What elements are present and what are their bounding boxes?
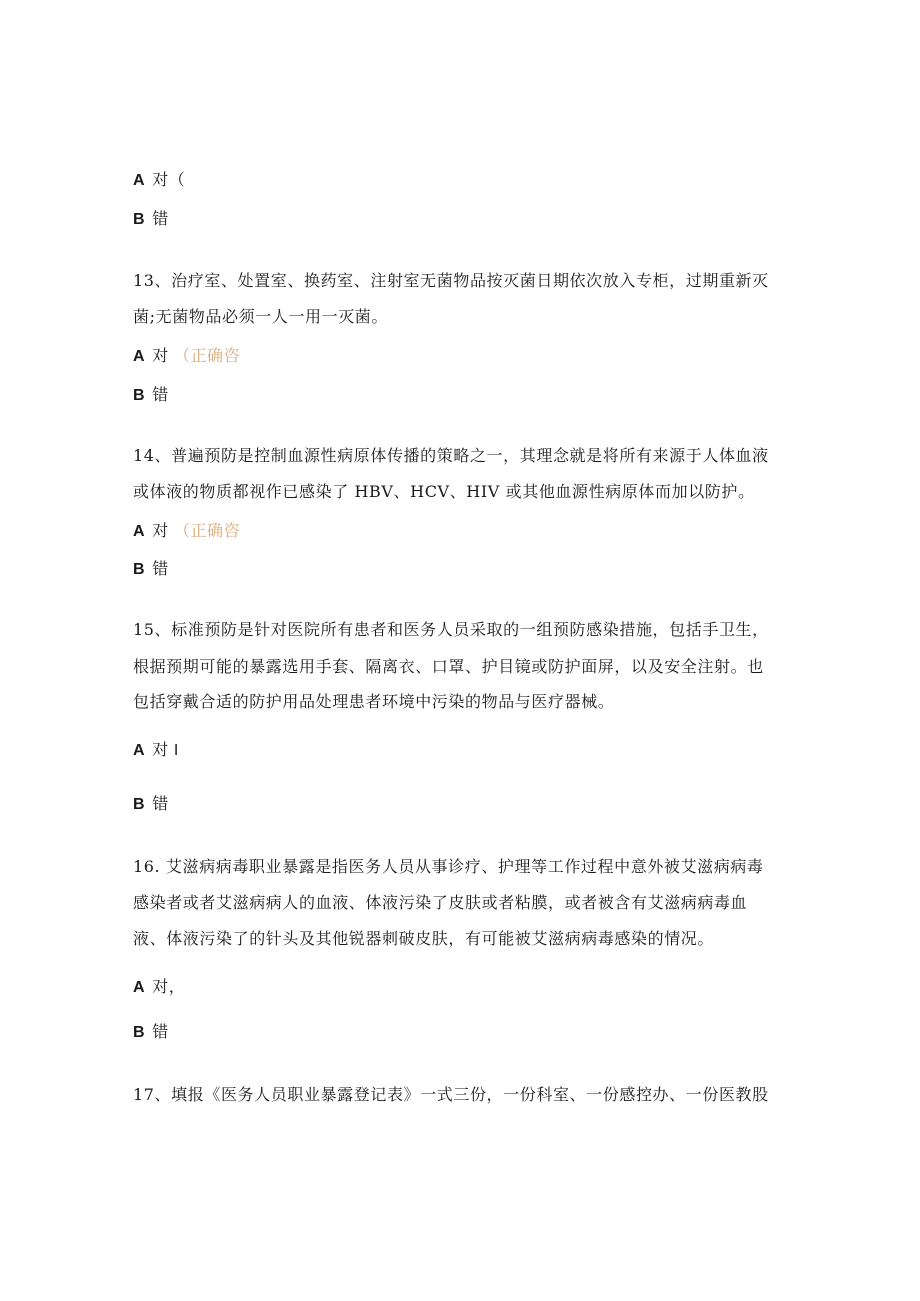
option-letter: A [133, 348, 146, 365]
question-14-line-2: 或体液的物质都视作已感染了 HBV、HCV、HIV 或其他血源性病原体而加以防护。 [133, 482, 755, 501]
option-letter: B [133, 561, 146, 578]
question-15-line-1: 15、标准预防是针对医院所有患者和医务人员采取的一组预防感染措施，包括手卫生， [133, 620, 769, 639]
option-b [133, 210, 169, 230]
option-a [133, 171, 185, 191]
option-letter: A [133, 979, 146, 996]
option-text: 错 [152, 387, 169, 404]
option-letter: B [133, 387, 146, 404]
option-letter: A [133, 172, 146, 189]
answer-hint: （正确咨 [173, 346, 241, 365]
question-16-line-2: 感染者或者艾滋病病人的血液、体液污染了皮肤或者粘膜，或者被含有艾滋病病毒血 [133, 893, 748, 912]
option-text: 错 [152, 796, 169, 813]
question-16-line-1: 16. 艾滋病病毒职业暴露是指医务人员从事诊疗、护理等工作过程中意外被艾滋病病毒 [133, 857, 764, 876]
option-text: 对， [152, 979, 186, 996]
question-15-line-3: 包括穿戴合适的防护用品处理患者环境中污染的物品与医疗器械。 [133, 692, 615, 711]
option-a [133, 521, 240, 542]
question-15-line-2: 根据预期可能的暴露选用手套、隔离衣、口罩、护目镜或防护面屏，以及安全注射。也 [133, 657, 764, 676]
option-b [133, 560, 169, 580]
option-letter: B [133, 796, 146, 813]
option-letter: A [133, 742, 146, 759]
option-text: 对 I [152, 742, 179, 759]
option-letter: B [133, 1024, 146, 1041]
question-13-line-1: 13、治疗室、处置室、换药室、注射室无菌物品按灭菌日期依次放入专柜，过期重新灭 [133, 271, 769, 290]
question-13-line-2: 菌;无菌物品必须一人一用一灭菌。 [133, 307, 388, 326]
option-text: 错 [152, 1024, 169, 1041]
question-14-line-1: 14、普遍预防是控制血源性病原体传播的策略之一，其理念就是将所有来源于人体血液 [133, 446, 769, 465]
option-text: 对（ [152, 172, 186, 189]
option-text: 错 [152, 561, 169, 578]
option-letter: B [133, 211, 146, 228]
option-text: 对 [152, 523, 169, 540]
option-letter: A [133, 523, 146, 540]
option-b [133, 795, 169, 815]
option-a [133, 978, 185, 998]
question-16-line-3: 液、体液污染了的针头及其他锐器刺破皮肤，有可能被艾滋病病毒感染的情况。 [133, 929, 715, 948]
option-b [133, 386, 169, 406]
option-text: 错 [152, 211, 169, 228]
question-17-line-1: 17、填报《医务人员职业暴露登记表》一式三份，一份科室、一份感控办、一份医教股 [133, 1085, 769, 1104]
option-a [133, 346, 240, 367]
option-b [133, 1023, 169, 1043]
answer-hint: （正确咨 [173, 521, 241, 540]
option-a [133, 741, 179, 761]
option-text: 对 [152, 348, 169, 365]
